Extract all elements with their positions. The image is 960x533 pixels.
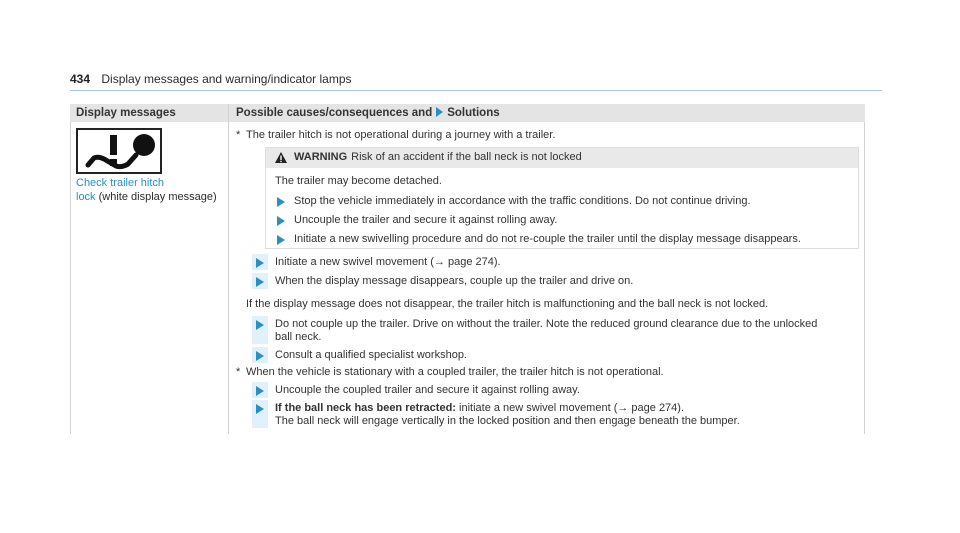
asterisk-bullet: * <box>236 366 241 378</box>
cause-1-text: The trailer hitch is not operational during a journey with a trailer. <box>246 129 556 141</box>
step-arrow-icon <box>277 235 285 245</box>
step-ball-neck-retracted-bold: If the ball neck has been retracted: <box>275 402 456 414</box>
step-arrow-icon <box>256 320 264 330</box>
table-left-border <box>70 122 71 434</box>
step-arrow-icon <box>256 386 264 396</box>
trailer-hitch-warning-icon <box>76 128 162 174</box>
warning-step-1: Stop the vehicle immediately in accordance with the traffic conditions. Do not continue driving. <box>294 195 751 207</box>
step-arrow-icon <box>256 351 264 361</box>
warning-step-3: Initiate a new swivelling procedure and do not re-couple the trailer until the display message disappears. <box>294 233 801 245</box>
warning-header <box>266 148 858 168</box>
display-message-note: (white display message) <box>98 191 217 203</box>
step-ball-neck-retracted <box>275 402 684 415</box>
step-ball-neck-engage: The ball neck will engage vertically in the locked position and then engage beneath the bumper. <box>275 415 740 427</box>
warning-title-text: Risk of an accident if the ball neck is not locked <box>351 151 582 163</box>
warning-title <box>294 151 582 163</box>
column-divider <box>228 104 229 434</box>
step-arrow-icon <box>277 197 285 207</box>
messages-table <box>70 104 865 434</box>
step-ball-neck-retracted-text: initiate a new swivel movement (→ page 274). <box>459 402 685 414</box>
check-trailer-hitch-link-lock[interactable]: lock <box>76 191 96 203</box>
table-right-border <box>864 122 865 434</box>
warning-step-2: Uncouple the trailer and secure it against rolling away. <box>294 214 558 226</box>
header-rule <box>70 90 882 91</box>
step-arrow-icon <box>256 277 264 287</box>
solutions-arrow-icon <box>436 107 443 117</box>
step-consult-workshop: Consult a qualified specialist workshop. <box>275 349 467 361</box>
page-header <box>70 72 352 86</box>
step-uncouple-trailer: Uncouple the coupled trailer and secure it against rolling away. <box>275 384 580 396</box>
step-do-not-couple: Do not couple up the trailer. Drive on without the trailer. Note the reduced ground clearance due to the unlocked <box>275 318 818 330</box>
step-do-not-couple-cont: ball neck. <box>275 331 322 343</box>
step-initiate-swivel: Initiate a new swivel movement (→ page 274). <box>275 256 501 268</box>
col-display-messages-header: Display messages <box>76 107 176 119</box>
check-trailer-hitch-link[interactable]: Check trailer hitch <box>76 177 165 189</box>
step-couple-up: When the display message disappears, couple up the trailer and drive on. <box>275 275 634 287</box>
col-causes-label: Possible causes/consequences and <box>236 107 433 119</box>
malfunction-paragraph: If the display message does not disappear, the trailer hitch is malfunctioning and the ball neck is not locked. <box>246 298 769 310</box>
asterisk-bullet: * <box>236 129 241 141</box>
step-arrow-icon <box>256 258 264 268</box>
col-solutions-label: Solutions <box>447 107 500 119</box>
table-header <box>70 104 865 122</box>
cause-2-text: When the vehicle is stationary with a coupled trailer, the trailer hitch is not operational. <box>246 366 664 378</box>
warning-text: The trailer may become detached. <box>275 175 442 187</box>
warning-triangle-icon <box>275 151 287 169</box>
warning-box <box>265 147 859 249</box>
page-header-title: Display messages and warning/indicator lamps <box>101 72 352 86</box>
page-number: 434 <box>70 72 91 86</box>
col-causes-header <box>236 104 500 122</box>
warning-label: WARNING <box>294 151 348 163</box>
step-arrow-icon <box>277 216 285 226</box>
step-arrow-icon <box>256 404 264 414</box>
display-message-label <box>76 176 226 204</box>
